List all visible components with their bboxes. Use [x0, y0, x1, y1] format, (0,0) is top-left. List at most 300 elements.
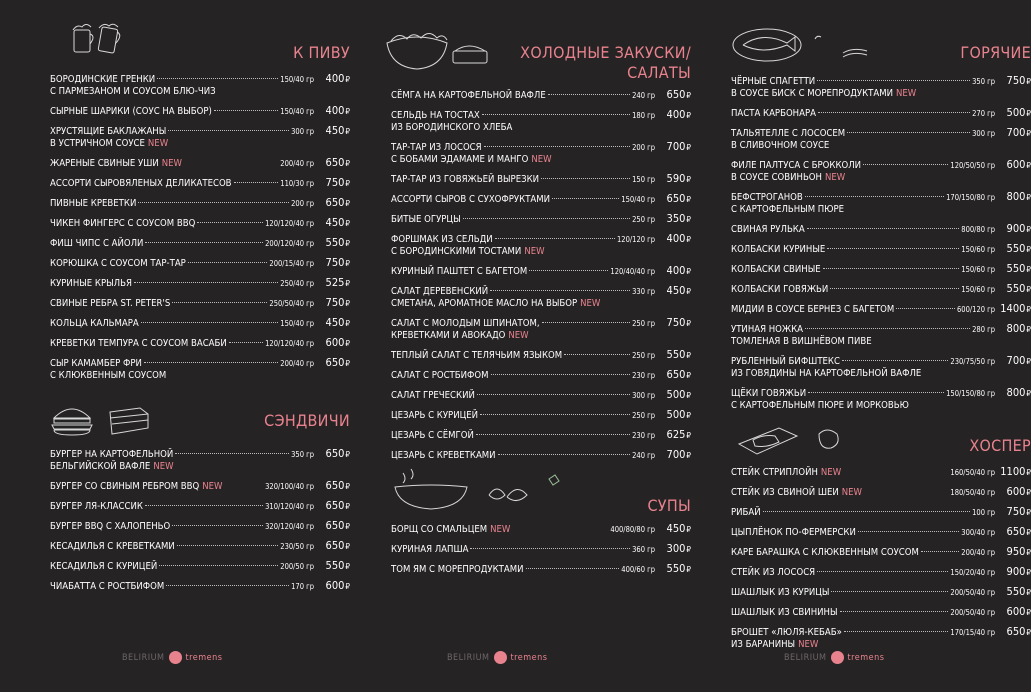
- currency-symbol: ₽: [1026, 225, 1031, 234]
- menu-item-price: [659, 141, 691, 154]
- dotted-leader: [847, 132, 970, 133]
- menu-item-price: [999, 586, 1031, 599]
- menu-item-name-line-2: С КЛЮКВЕННЫМ СОУСОМ: [50, 370, 167, 381]
- menu-item-weight: 120/40/40 гр: [610, 267, 655, 276]
- menu-item-row: [391, 543, 691, 556]
- menu-item-name: БИТЫЕ ОГУРЦЫ: [391, 214, 461, 225]
- price-value: 550: [1006, 242, 1026, 255]
- currency-symbol: ₽: [1026, 548, 1031, 557]
- menu-item-name: КЕСАДИЛЬЯ С КУРИЦЕЙ: [50, 561, 158, 572]
- menu-item-price: [318, 540, 350, 553]
- menu-item-row: [50, 337, 350, 350]
- menu-item-row: [391, 141, 691, 154]
- dotted-leader: [159, 565, 278, 566]
- menu-item-name: БРОШЕТ «ЛЮЛЯ-КЕБАБ»: [731, 627, 842, 638]
- dotted-leader: [763, 511, 970, 512]
- section-header-hosper: [731, 426, 1031, 462]
- menu-item-row: [731, 387, 1031, 400]
- menu-item-weight: 160/50/40 гр: [950, 468, 995, 477]
- menu-item-price: [318, 257, 350, 270]
- menu-item: [391, 449, 691, 462]
- menu-item-name: ШАШЛЫК ИЗ КУРИЦЫ: [731, 587, 830, 598]
- menu-item: [731, 323, 1031, 348]
- currency-symbol: ₽: [1026, 109, 1031, 118]
- menu-item-row: [50, 480, 350, 493]
- menu-item-row: [50, 177, 350, 190]
- menu-item-name: КУРИНЫЕ КРЫЛЬЯ: [50, 278, 132, 289]
- menu-item-name-line-2: ИЗ БАРАНИНЫ: [731, 639, 796, 650]
- menu-item: [391, 523, 691, 536]
- menu-item: [731, 606, 1031, 619]
- dotted-leader: [168, 130, 289, 131]
- dotted-leader: [470, 548, 630, 549]
- dotted-leader: [831, 591, 948, 592]
- soup-bowl-sketch-icon: [389, 467, 574, 513]
- menu-item-name: КОЛБАСКИ СВИНЫЕ: [731, 264, 821, 275]
- menu-item-row: [731, 323, 1031, 336]
- price-value: 350: [666, 212, 686, 225]
- menu-item: [731, 387, 1031, 412]
- section-items-hosper: [731, 466, 1031, 651]
- menu-item-row: [50, 500, 350, 513]
- menu-item-weight: 600/120 гр: [957, 305, 995, 314]
- menu-item: [731, 546, 1031, 559]
- menu-item-price: [318, 297, 350, 310]
- menu-item-name: СЫРНЫЕ ШАРИКИ (СОУС НА ВЫБОР): [50, 106, 212, 117]
- menu-item-name: ЧИКЕН ФИНГЕРС С СОУСОМ BBQ: [50, 218, 196, 229]
- menu-item-price: [318, 580, 350, 593]
- menu-item-row: [731, 506, 1031, 519]
- menu-item-name: КЕСАДИЛЬЯ С КРЕВЕТКАМИ: [50, 541, 175, 552]
- menu-item-price: [999, 466, 1031, 479]
- new-badge: NEW: [580, 298, 601, 309]
- price-value: 650: [1006, 525, 1026, 538]
- currency-symbol: ₽: [1026, 77, 1031, 86]
- menu-item-price: [999, 303, 1031, 316]
- menu-item-name: РИБАЙ: [731, 507, 761, 518]
- brand-name-2: tremens: [510, 652, 548, 663]
- menu-item-weight: 200/40 гр: [280, 359, 314, 368]
- menu-item-weight: 200/50/40 гр: [950, 588, 995, 597]
- currency-symbol: ₽: [686, 287, 691, 296]
- price-value: 700: [1006, 354, 1026, 367]
- menu-item-weight: 250 гр: [632, 411, 655, 420]
- menu-item: [731, 159, 1031, 184]
- menu-item-name: КАРЕ БАРАШКА С КЛЮКВЕННЫМ СОУСОМ: [731, 547, 919, 558]
- menu-item-weight: 120/50/50 гр: [950, 161, 995, 170]
- price-value: 1400: [1000, 302, 1026, 315]
- currency-symbol: ₽: [345, 107, 350, 116]
- dotted-leader: [817, 571, 948, 572]
- menu-column-right: [731, 0, 1031, 658]
- menu-item-row: [391, 317, 691, 330]
- menu-item-price: [659, 265, 691, 278]
- dotted-leader: [144, 362, 278, 363]
- menu-item: [731, 75, 1031, 100]
- menu-item: [50, 105, 350, 118]
- price-value: 450: [325, 216, 345, 229]
- menu-item-name: ТЕПЛЫЙ САЛАТ С ТЕЛЯЧЬИМ ЯЗЫКОМ: [391, 350, 563, 361]
- brand-name-1: BELIRIUM: [447, 652, 490, 663]
- price-value: 550: [666, 562, 686, 575]
- price-value: 900: [1006, 222, 1026, 235]
- menu-item-weight: 250 гр: [632, 319, 655, 328]
- menu-item-name: СЕЛЬДЬ НА ТОСТАХ: [391, 110, 480, 121]
- menu-item: [731, 263, 1031, 276]
- menu-item-name: КУРИНЫЙ ПАШТЕТ С БАГЕТОМ: [391, 266, 528, 277]
- menu-item-name: ФИШ ЧИПС С АЙОЛИ: [50, 238, 144, 249]
- dotted-leader: [818, 112, 970, 113]
- menu-item-price: [318, 237, 350, 250]
- currency-symbol: ₽: [686, 267, 691, 276]
- currency-symbol: ₽: [686, 525, 691, 534]
- price-value: 750: [1006, 505, 1026, 518]
- menu-column-left: [50, 0, 350, 600]
- menu-item-price: [659, 213, 691, 226]
- menu-item-price: [318, 157, 350, 170]
- menu-item: [50, 73, 350, 98]
- menu-item-row: [731, 355, 1031, 368]
- menu-item-name: МИДИИ В СОУСЕ БЕРНЕЗ С БАГЕТОМ: [731, 304, 895, 315]
- currency-symbol: ₽: [1026, 161, 1031, 170]
- currency-symbol: ₽: [345, 179, 350, 188]
- menu-item-description: [731, 172, 1031, 184]
- new-badge: NEW: [490, 524, 511, 535]
- menu-item-price: [659, 543, 691, 556]
- menu-item-name-line-2: В УСТРИЧНОМ СОУСЕ: [50, 138, 145, 149]
- currency-symbol: ₽: [345, 239, 350, 248]
- price-value: 750: [325, 296, 345, 309]
- currency-symbol: ₽: [345, 339, 350, 348]
- brand-name-1: BELIRIUM: [784, 652, 827, 663]
- section-header-hot: [731, 25, 1031, 69]
- menu-item-weight: 200/120/40 гр: [265, 239, 314, 248]
- dotted-leader: [172, 302, 267, 303]
- menu-item-name: ШАШЛЫК ИЗ СВИНИНЫ: [731, 607, 838, 618]
- menu-item-name: БУРГЕР НА КАРТОФЕЛЬНОЙ: [50, 449, 174, 460]
- menu-item-name: КОЛБАСКИ КУРИНЫЕ: [731, 244, 826, 255]
- menu-item: [391, 233, 691, 258]
- menu-item-row: [731, 466, 1031, 479]
- menu-item-name: СВИНАЯ РУЛЬКА: [731, 224, 805, 235]
- currency-symbol: ₽: [1026, 305, 1031, 314]
- menu-item-name: ЧИАБАТТА С РОСТБИФОМ: [50, 581, 165, 592]
- menu-item-price: [999, 223, 1031, 236]
- currency-symbol: ₽: [345, 450, 350, 459]
- menu-item-name-line-2: В СОУСЕ СОВИНЬОН: [731, 172, 822, 183]
- menu-item-weight: 400/80/80 гр: [610, 525, 655, 534]
- dotted-leader: [495, 238, 615, 239]
- menu-item-description: [391, 330, 691, 342]
- menu-item-weight: 100 гр: [972, 508, 995, 517]
- new-badge: NEW: [798, 639, 819, 650]
- price-value: 400: [666, 264, 686, 277]
- menu-item-name: ЩЁКИ ГОВЯЖЬИ: [731, 388, 807, 399]
- menu-item-row: [50, 217, 350, 230]
- menu-item-weight: 170/150/80 гр: [946, 193, 995, 202]
- price-value: 600: [1006, 605, 1026, 618]
- price-value: 650: [1006, 625, 1026, 638]
- dotted-leader: [476, 434, 630, 435]
- menu-item-row: [50, 277, 350, 290]
- section-items-cold: [391, 89, 691, 462]
- dotted-leader: [197, 222, 263, 223]
- menu-item-name: ЧЁРНЫЕ СПАГЕТТИ: [731, 76, 816, 87]
- burger-sandwich-sketch-icon: [50, 398, 155, 438]
- menu-item-row: [731, 586, 1031, 599]
- price-value: 590: [666, 172, 686, 185]
- menu-item-weight: 250 гр: [632, 215, 655, 224]
- menu-item-name-line-2: БЕЛЬГИЙСКОЙ ВАФЛЕ: [50, 461, 151, 472]
- price-value: 500: [666, 408, 686, 421]
- dotted-leader: [921, 551, 959, 552]
- menu-item: [50, 480, 350, 493]
- menu-item-weight: 200/40 гр: [961, 548, 995, 557]
- menu-item-name: БОРОДИНСКИЕ ГРЕНКИ: [50, 74, 156, 85]
- menu-item: [50, 217, 350, 230]
- dotted-leader: [214, 110, 278, 111]
- menu-item-name: СВИНЫЕ РЕБРА ST. PETER'S: [50, 298, 171, 309]
- menu-item-weight: 240 гр: [632, 91, 655, 100]
- menu-item-price: [318, 520, 350, 533]
- menu-item-row: [50, 297, 350, 310]
- menu-item-row: [731, 606, 1031, 619]
- footer-logo-right: [784, 651, 885, 664]
- dotted-leader: [552, 198, 619, 199]
- dotted-leader: [188, 262, 268, 263]
- menu-item-price: [659, 369, 691, 382]
- dotted-leader: [177, 545, 279, 546]
- section-title-line-1: ХОЛОДНЫЕ ЗАКУСКИ/: [520, 43, 691, 62]
- currency-symbol: ₽: [1026, 285, 1031, 294]
- menu-item: [50, 540, 350, 553]
- dotted-leader: [477, 394, 630, 395]
- menu-item: [50, 500, 350, 513]
- menu-item-name: САЛАТ ГРЕЧЕСКИЙ: [391, 390, 475, 401]
- menu-item-name: ХРУСТЯЩИЕ БАКЛАЖАНЫ: [50, 126, 167, 137]
- menu-item-price: [659, 317, 691, 330]
- menu-item: [731, 355, 1031, 380]
- menu-item: [391, 317, 691, 342]
- menu-item-weight: 120/120/40 гр: [265, 219, 314, 228]
- currency-symbol: ₽: [1026, 129, 1031, 138]
- menu-item-weight: 800/80 гр: [961, 225, 995, 234]
- menu-item-row: [731, 107, 1031, 120]
- menu-item: [391, 265, 691, 278]
- menu-item-row: [731, 263, 1031, 276]
- price-value: 1100: [1000, 465, 1026, 478]
- menu-item-price: [999, 486, 1031, 499]
- price-value: 400: [325, 104, 345, 117]
- menu-item: [391, 429, 691, 442]
- menu-item-weight: 150/40 гр: [621, 195, 655, 204]
- currency-symbol: ₽: [345, 562, 350, 571]
- menu-item: [50, 337, 350, 350]
- menu-item-name: БЕФСТРОГАНОВ: [731, 192, 803, 203]
- menu-item-weight: 230/50 гр: [280, 542, 314, 551]
- menu-item-row: [731, 283, 1031, 296]
- menu-item-name: ФОРШМАК ИЗ СЕЛЬДИ: [391, 234, 493, 245]
- menu-item-price: [999, 283, 1031, 296]
- menu-item: [731, 506, 1031, 519]
- menu-item-row: [731, 223, 1031, 236]
- currency-symbol: ₽: [686, 391, 691, 400]
- menu-item-price: [659, 389, 691, 402]
- beer-mugs-sketch-icon: [68, 20, 128, 58]
- menu-item-name: ЖАРЕНЫЕ СВИНЫЕ УШИ: [50, 158, 159, 169]
- dotted-leader: [823, 268, 960, 269]
- menu-item-price: [999, 606, 1031, 619]
- menu-item-weight: 150/60 гр: [961, 245, 995, 254]
- price-value: 800: [1006, 386, 1026, 399]
- menu-item-price: [999, 546, 1031, 559]
- menu-item-name-line-2: С КАРТОФЕЛЬНЫМ ПЮРЕ И МОРКОВЬЮ: [731, 400, 909, 411]
- section-title: СЭНДВИЧИ: [264, 411, 350, 430]
- fish-plate-sketch-icon: [731, 25, 871, 65]
- new-badge: NEW: [820, 467, 842, 478]
- menu-item-weight: 250/40 гр: [280, 279, 314, 288]
- currency-symbol: ₽: [686, 351, 691, 360]
- menu-item-weight: 200/50 гр: [280, 562, 314, 571]
- menu-item-name: КОЛЬЦА КАЛЬМАРА: [50, 318, 139, 329]
- new-badge: NEW: [202, 481, 223, 492]
- price-value: 400: [666, 108, 686, 121]
- menu-item-row: [391, 409, 691, 422]
- menu-item-name: БУРГЕР ЛЯ-КЛАССИК: [50, 501, 143, 512]
- dotted-leader: [541, 178, 630, 179]
- menu-item-row: [391, 369, 691, 382]
- price-value: 900: [1006, 565, 1026, 578]
- price-value: 600: [1006, 158, 1026, 171]
- elephant-logo-icon: [169, 651, 182, 664]
- dotted-leader: [548, 94, 630, 95]
- menu-item-name: СТЕЙК СТРИПЛОЙН: [731, 467, 818, 478]
- menu-item-name: САЛАТ ДЕРЕВЕНСКИЙ: [391, 286, 489, 297]
- currency-symbol: ₽: [345, 359, 350, 368]
- menu-item-name-line-2: В СОУСЕ БИСК С МОРЕПРОДУКТАМИ: [731, 88, 894, 99]
- menu-item-row: [731, 526, 1031, 539]
- menu-item: [391, 173, 691, 186]
- menu-item-row: [391, 429, 691, 442]
- currency-symbol: ₽: [1026, 193, 1031, 202]
- menu-item-row: [50, 448, 350, 461]
- menu-item-weight: 200/15/40 гр: [269, 259, 314, 268]
- price-value: 800: [1006, 190, 1026, 203]
- menu-item-row: [50, 237, 350, 250]
- menu-item-name: ФИЛЕ ПАЛТУСА С БРОККОЛИ: [731, 160, 862, 171]
- dotted-leader: [808, 392, 944, 393]
- currency-symbol: ₽: [1026, 265, 1031, 274]
- dotted-leader: [805, 328, 970, 329]
- brand-name-2: tremens: [185, 652, 223, 663]
- menu-item-description: [731, 400, 1031, 412]
- menu-item-price: [999, 626, 1031, 639]
- menu-item-name-line-2: КРЕВЕТКАМИ И АВОКАДО: [391, 330, 506, 341]
- menu-item-name: СЫР КАМАМБЕР ФРИ: [50, 358, 142, 369]
- dotted-leader: [166, 585, 289, 586]
- menu-item: [50, 448, 350, 473]
- menu-item-weight: 200/40 гр: [280, 159, 314, 168]
- menu-item-weight: 230/75/50 гр: [950, 357, 995, 366]
- menu-item-weight: 200 гр: [632, 143, 655, 152]
- menu-item-row: [391, 265, 691, 278]
- menu-item: [50, 257, 350, 270]
- dotted-leader: [145, 505, 263, 506]
- dotted-leader: [830, 288, 959, 289]
- price-value: 650: [666, 368, 686, 381]
- menu-item-row: [731, 159, 1031, 172]
- menu-item: [731, 303, 1031, 316]
- menu-item: [391, 213, 691, 226]
- price-value: 550: [666, 348, 686, 361]
- menu-item-name: СТЕЙК ИЗ СВИНОЙ ШЕИ: [731, 487, 839, 498]
- menu-item: [50, 237, 350, 250]
- price-value: 450: [325, 316, 345, 329]
- section-header-beer: [50, 30, 350, 70]
- menu-item-row: [391, 173, 691, 186]
- dotted-leader: [564, 354, 630, 355]
- menu-item-name: САЛАТ С РОСТБИФОМ: [391, 370, 489, 381]
- price-value: 650: [666, 88, 686, 101]
- menu-item: [731, 466, 1031, 479]
- currency-symbol: ₽: [686, 431, 691, 440]
- section-header-soups: [391, 469, 691, 517]
- menu-item-price: [659, 193, 691, 206]
- menu-item: [391, 543, 691, 556]
- price-value: 650: [325, 156, 345, 169]
- menu-item: [50, 125, 350, 150]
- menu-item-weight: 150 гр: [632, 175, 655, 184]
- menu-item-row: [50, 520, 350, 533]
- menu-item-price: [999, 75, 1031, 88]
- menu-item-row: [50, 157, 350, 170]
- menu-item-weight: 270 гр: [972, 109, 995, 118]
- menu-item-description: [50, 370, 350, 382]
- menu-item-price: [659, 523, 691, 536]
- menu-item-name: КУРИНАЯ ЛАПША: [391, 544, 469, 555]
- dotted-leader: [896, 308, 955, 309]
- menu-item: [50, 520, 350, 533]
- menu-item: [50, 317, 350, 330]
- menu-item-row: [391, 213, 691, 226]
- menu-item-name: ТАР-ТАР ИЗ ГОВЯЖЬЕЙ ВЫРЕЗКИ: [391, 174, 540, 185]
- menu-item-row: [391, 563, 691, 576]
- menu-item-name: АССОРТИ СЫРОВ С СУХОФРУКТАМИ: [391, 194, 551, 205]
- dotted-leader: [542, 322, 631, 323]
- menu-item-row: [731, 303, 1031, 316]
- menu-item: [731, 486, 1031, 499]
- price-value: 550: [325, 236, 345, 249]
- new-badge: NEW: [161, 158, 182, 169]
- dotted-leader: [234, 182, 279, 183]
- menu-item-name-line-2: С ПАРМЕЗАНОМ И СОУСОМ БЛЮ-ЧИЗ: [50, 86, 216, 97]
- menu-item-price: [318, 500, 350, 513]
- menu-item-price: [999, 127, 1031, 140]
- currency-symbol: ₽: [686, 175, 691, 184]
- menu-item-name-line-2: С БОРОДИНСКИМИ ТОСТАМИ: [391, 246, 522, 257]
- price-value: 750: [325, 256, 345, 269]
- price-value: 400: [325, 72, 345, 85]
- currency-symbol: ₽: [1026, 568, 1031, 577]
- menu-item-row: [391, 389, 691, 402]
- menu-item-row: [731, 75, 1031, 88]
- dotted-leader: [141, 322, 279, 323]
- dotted-leader: [172, 525, 263, 526]
- currency-symbol: ₽: [1026, 588, 1031, 597]
- menu-item-price: [999, 263, 1031, 276]
- price-value: 650: [325, 356, 345, 369]
- menu-item-description: [50, 86, 350, 98]
